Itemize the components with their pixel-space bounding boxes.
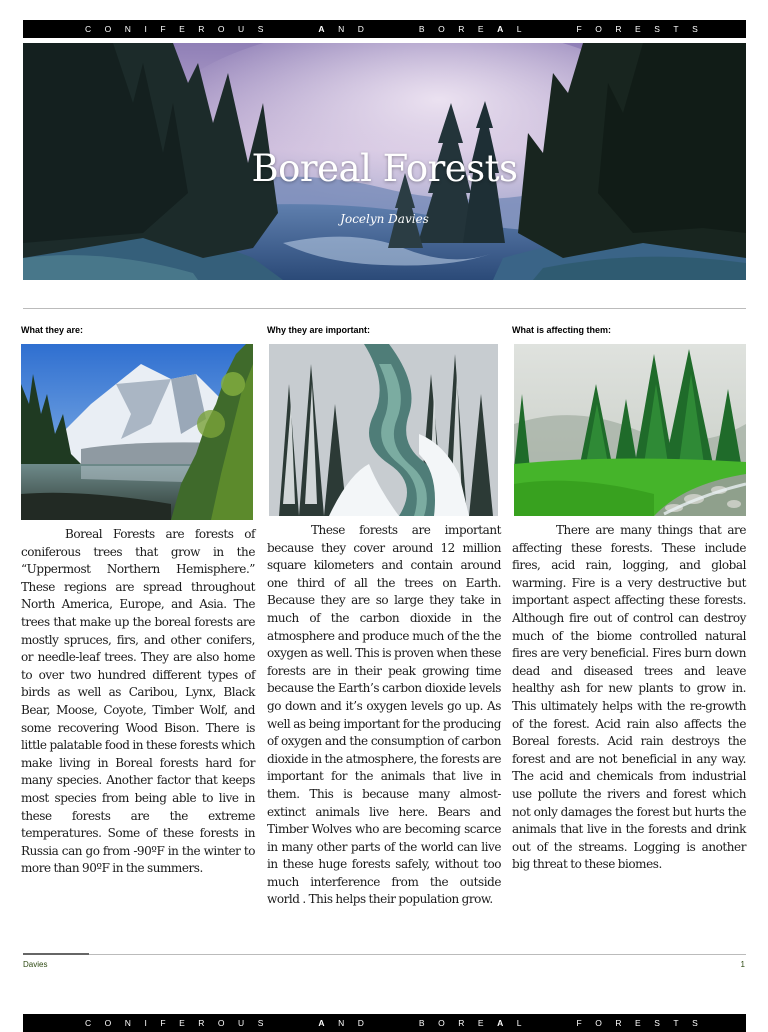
banner-letter: E [179, 24, 185, 34]
banner-letter: C [85, 1018, 92, 1028]
banner-letter: L [516, 1018, 522, 1028]
banner-letter: C [85, 24, 92, 34]
footer-author: Davies [23, 960, 48, 969]
column-what-they-are [21, 320, 255, 878]
banner-letter: A [497, 24, 504, 34]
banner-letter: E [179, 1018, 185, 1028]
banner-letter: R [198, 1018, 205, 1028]
mountain-lake-image [21, 344, 253, 520]
banner-letter: T [673, 24, 679, 34]
banner-letter: L [516, 24, 522, 34]
banner-letter: S [257, 1018, 264, 1028]
banner-letter: R [198, 24, 205, 34]
banner-letter: E [477, 1018, 484, 1028]
banner-letter: F [160, 1018, 166, 1028]
banner-letter: O [217, 1018, 225, 1028]
banner-letter: A [318, 1018, 325, 1028]
banner-letter: N [124, 1018, 131, 1028]
hero-image [23, 43, 746, 280]
banner-letter: F [576, 1018, 582, 1028]
banner-letter: F [576, 24, 582, 34]
banner-letter: E [635, 1018, 641, 1028]
banner-letter: N [338, 1018, 345, 1028]
banner-letter: O [104, 1018, 112, 1028]
banner-letter: R [615, 24, 622, 34]
banner-letter: F [160, 24, 166, 34]
hero-author: Jocelyn Davies [340, 212, 429, 226]
banner-letter: N [338, 24, 345, 34]
green-spruce-meadow-image [514, 344, 746, 516]
next-page-header-banner [23, 1014, 746, 1032]
snowy-stream-image [269, 344, 498, 516]
banner-letter: N [124, 24, 131, 34]
banner-letter: T [673, 1018, 679, 1028]
banner-letter: I [144, 24, 147, 34]
banner-letter: O [595, 24, 602, 34]
banner-letter: S [257, 24, 264, 34]
banner-letter: D [357, 24, 364, 34]
banner-letter: S [692, 24, 698, 34]
header-banner [23, 20, 746, 38]
column-why-important [267, 320, 501, 909]
banner-letter: E [635, 24, 641, 34]
column-body-text: These forests are important because they cover around 12 million square kilometers and contain around one third of all the trees on Earth. Because they are so large they take in much of the carbon dioxide in the atmosphere and produce much of the the oxygen as well. This is proven when these forests are in their peak growing time because the Earth’s carbon dioxide levels go down and it’s oxygen levels go up. As well as being important for the producing of oxygen and the consumption of carbon dioxide in the atmosphere, the forests are important for the animals that live in them. This is because many almost-extinct animals live here. Bears and Timber Wolves who are becoming scarce in many other parts of the world can live in these huge forests safely, without too much interference from the outside world . This helps their population grow. [267, 523, 501, 907]
banner-letter: O [217, 24, 225, 34]
banner-letter: I [144, 1018, 147, 1028]
footer-accent-line [23, 953, 89, 955]
column-heading: What is affecting them: [512, 325, 612, 335]
banner-letter: O [438, 1018, 445, 1028]
banner-letter: O [595, 1018, 602, 1028]
banner-letter: U [238, 24, 245, 34]
banner-letter: S [654, 1018, 660, 1028]
column-body-text: There are many things that are affecting these forests. These include fires, acid rain, logging, and global warming. Fire is a very destructive but important aspect affecting these forests. Although fire out of control can destroy much of the biome controlled natural fires are very beneficial. Fires burn down dead and diseased trees and leave healthy ash for new plants to grow in. This ultimately helps with the re-growth of the forest. Acid rain also affects the Boreal forests. Acid rain destroys the forest and are not beneficial in any way. The acid and chemicals from industrial use pollute the rivers and forest which not only damages the forest but hurts the animals that live in the forests and drink out of the streams. Logging is another big threat to these biomes. [512, 523, 746, 872]
section-divider [23, 308, 746, 309]
hero-title: Boreal Forests [251, 147, 518, 190]
banner-letter: R [458, 24, 465, 34]
banner-letter: E [477, 24, 484, 34]
banner-letter: A [497, 1018, 504, 1028]
banner-letter: S [692, 1018, 698, 1028]
column-body-text: Boreal Forests are forests of coniferous trees that grow in the “Uppermost Northern Hemisphere.” These regions are spread throughout North America, Europe, and Asia. The trees that make up the boreal forests are mostly spruces, firs, and other conifers, or needle-leaf trees. They are also home to over two hundred different types of birds as well as Caribou, Lynx, Black Bear, Moose, Coyote, Timber Wolf, and some recovering Wood Bison. There is little palatable food in these forests which make living in Boreal forests hard for many species. Another factor that keeps most species from being able to live in these forests are the extreme temperatures. Some of these forests in Russia can go from -90ºF in the winter to more than 90ºF in the summers. [21, 527, 255, 876]
column-heading: Why they are important: [267, 325, 371, 335]
banner-letter: U [238, 1018, 245, 1028]
column-heading: What they are: [21, 325, 84, 335]
banner-letter: R [458, 1018, 465, 1028]
page-number: 1 [740, 960, 745, 969]
banner-letter: B [418, 1018, 425, 1028]
banner-letter: B [418, 24, 425, 34]
banner-letter: D [357, 1018, 364, 1028]
banner-letter: A [318, 24, 325, 34]
footer-divider [23, 954, 746, 955]
banner-letter: O [104, 24, 112, 34]
banner-letter: S [654, 24, 660, 34]
banner-letter: O [438, 24, 445, 34]
banner-letter: R [615, 1018, 622, 1028]
column-what-is-affecting [512, 320, 746, 874]
